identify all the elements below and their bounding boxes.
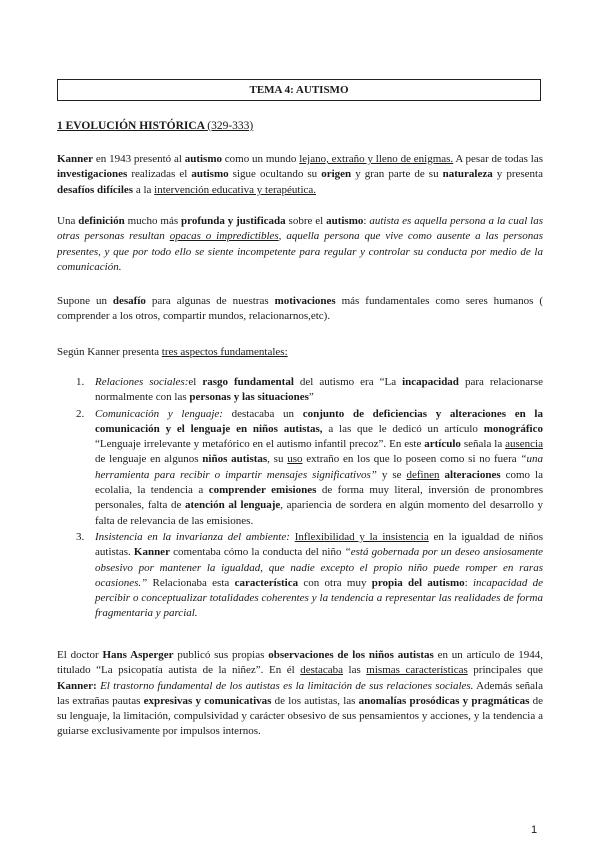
section-pages: (329-333) [207, 120, 254, 132]
page-title: TEMA 4: AUTISMO [249, 84, 349, 96]
paragraph-kanner: Kanner en 1943 presentó al autismo como un mundo lejano, extraño y lleno de enigmas. A pesar de todas las investigaciones realizadas el autismo sigue ocultando su origen y gran parte de su naturaleza y presenta desafíos difíciles a la intervención educativa y terapéutica. [57, 153, 543, 196]
list-item: 1. Relaciones sociales:el rasgo fundamental del autismo era “La incapacidad para relacionarse normalmente con las personas y las situaciones” [76, 376, 543, 404]
list-item: 2. Comunicación y lenguaje: destacaba un conjunto de deficiencias y alteraciones en la comunicación y el lenguaje en niños autistas, a las que le dedicó un artículo monográfico “Lenguaje irrelevante y metafórico en el autismo infantil precoz”. En este artículo señala la ausencia de lenguaje en algunos niños autistas, su uso extraño en los que lo poseen como si no fuera “una herramienta para recibir o impartir mensajes significativos” y se definen alteraciones como la ecolalia, la tendencia a comprender emisiones de forma muy literal, inversión de pronombres personales, falta de atención al lenguaje, apariencia de sordera en algún momento del desarrollo y falta de relevancia de las emisiones. [76, 407, 543, 527]
paragraph-asperger: El doctor Hans Asperger publicó sus propias observaciones de los niños autistas en un artículo de 1944, titulado “La psicopatía autista de la niñez”. En él destacaba las mismas características principales que Kanner: El trastorno fundamental de los autistas es la limitación de sus relaciones sociales. Además señala las extrañas pautas expresivas y comunicativas de los autistas, las anomalías prosódicas y pragmáticas de su lenguaje, la limitación, compulsividad y carácter obsesivo de sus pensamientos y acciones, y la tendencia a guiarse exclusivamente por impulsos internos. [57, 649, 544, 738]
title-box [57, 79, 541, 101]
section-heading: 1 EVOLUCIÓN HISTÓRICA (329-333) [57, 120, 254, 132]
paragraph-three-aspects: Según Kanner presenta tres aspectos fundamentales: [57, 346, 288, 358]
page-number: 1 [531, 824, 538, 836]
list-item: 3. Insistencia en la invarianza del ambiente: Inflexibilidad y la insistencia en la igualdad de niños autistas. Kanner comentaba cómo la conducta del niño “está gobernada por un deseo ansiosamente obsesivo por mantener la igualdad, que nadie excepto el propio niño puede romper en raras ocasiones.” Relacionaba esta característica con otra muy propia del autismo: incapacidad de percibir o conceptualizar totalidades coherentes y la tendencia a representar las realidades de forma fragmentaria y parcial. [76, 530, 544, 620]
aspects-list [76, 375, 544, 623]
paragraph-definition: Una definición mucho más profunda y justificada sobre el autismo: autista es aquella persona a la cual las otras personas resultan opacas o impredictibles, aquella persona que vive como ausente a las personas presentes, y que por todo ello se siente incompetente para regular y controlar su conducta por medio de la comunicación. [57, 215, 543, 273]
paragraph-challenge: Supone un desafío para algunas de nuestras motivaciones más fundamentales como seres humanos ( comprender a los otros, compartir mundos, relacionarnos,etc). [57, 295, 543, 323]
